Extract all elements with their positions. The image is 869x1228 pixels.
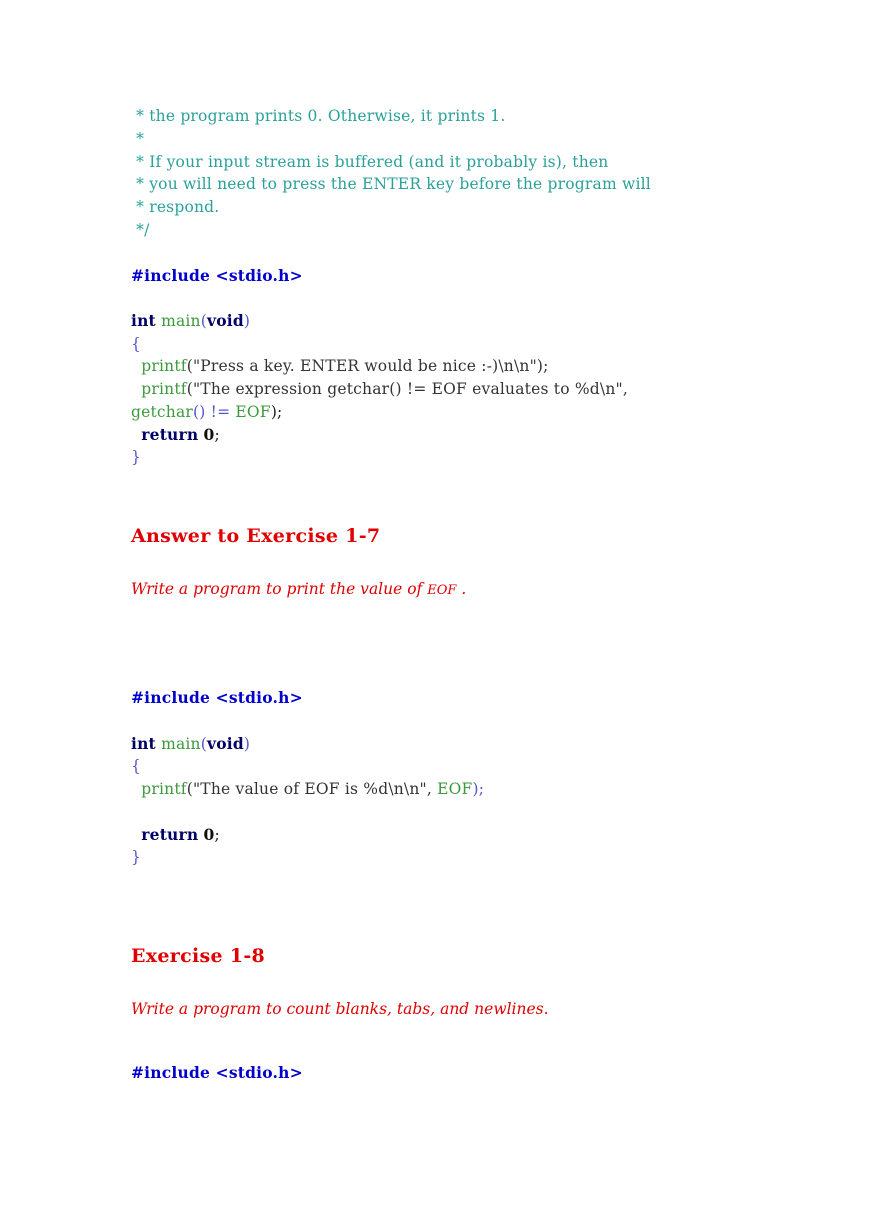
comment-line: * you will need to press the ENTER key before the program will xyxy=(131,175,651,193)
description-text: . xyxy=(456,580,467,598)
code-line xyxy=(131,425,220,445)
code-line xyxy=(131,379,628,399)
punctuation: ( xyxy=(200,735,207,753)
keyword: int xyxy=(131,734,156,753)
comment-line: * the program prints 0. Otherwise, it prints 1. xyxy=(131,107,506,125)
punctuation: ; xyxy=(214,826,220,844)
punctuation: ); xyxy=(472,780,485,798)
function-name: main xyxy=(161,735,201,753)
keyword: void xyxy=(207,311,244,330)
include-directive: #include <stdio.h> xyxy=(131,266,303,285)
number: 0 xyxy=(203,425,215,444)
main-signature xyxy=(131,734,250,754)
function-name: main xyxy=(161,312,201,330)
section-heading: Exercise 1-8 xyxy=(131,945,266,967)
close-brace: } xyxy=(131,848,142,866)
keyword: void xyxy=(207,734,244,753)
keyword: return xyxy=(141,825,199,844)
comment-line: * If your input stream is buffered (and it probably is), then xyxy=(131,153,609,171)
function-name: printf xyxy=(141,357,187,375)
punctuation: ) xyxy=(243,735,251,753)
comment-line: */ xyxy=(131,221,150,239)
constant: EOF xyxy=(437,780,473,798)
string-args: ("The value of EOF is %d\n\n", xyxy=(186,780,438,798)
description-text: Write a program to print the value of xyxy=(131,580,428,598)
open-brace: { xyxy=(131,757,142,775)
keyword: int xyxy=(131,311,156,330)
comment-line: * xyxy=(131,130,145,148)
include-directive: #include <stdio.h> xyxy=(131,688,303,707)
function-name: getchar xyxy=(131,403,194,421)
string-args: ("The expression getchar() != EOF evaluates to %d\n", xyxy=(186,380,628,398)
code-line xyxy=(131,356,549,376)
comment-line: * respond. xyxy=(131,198,220,216)
code-line xyxy=(131,402,282,422)
code-line xyxy=(131,825,220,845)
close-brace: } xyxy=(131,448,142,466)
function-name: printf xyxy=(141,380,187,398)
code-line xyxy=(131,779,484,799)
main-signature xyxy=(131,311,250,331)
section-heading: Answer to Exercise 1-7 xyxy=(131,525,381,547)
number: 0 xyxy=(203,825,215,844)
inline-code: EOF xyxy=(427,583,457,598)
punctuation: ) xyxy=(243,312,251,330)
punctuation: ); xyxy=(270,403,283,421)
include-directive: #include <stdio.h> xyxy=(131,1063,303,1082)
constant: EOF xyxy=(235,403,271,421)
section-description xyxy=(131,579,466,601)
keyword: return xyxy=(141,425,199,444)
punctuation: ( xyxy=(200,312,207,330)
section-description: Write a program to count blanks, tabs, and newlines. xyxy=(131,1000,549,1018)
operator: () != xyxy=(193,403,236,421)
string-args: ("Press a key. ENTER would be nice :-)\n\n"); xyxy=(186,357,549,375)
punctuation: ; xyxy=(214,426,220,444)
open-brace: { xyxy=(131,335,142,353)
function-name: printf xyxy=(141,780,187,798)
